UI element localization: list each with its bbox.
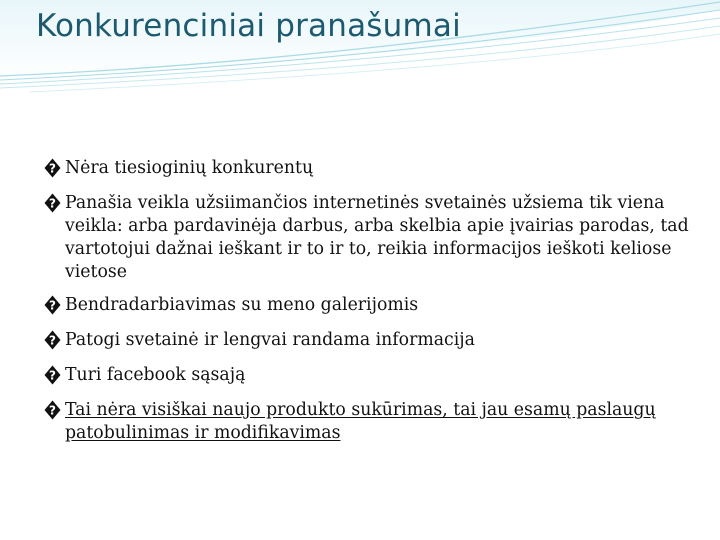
bullet-item: [44, 192, 704, 284]
missing-glyph-icon: [44, 365, 61, 385]
missing-glyph-icon: [44, 295, 61, 315]
bullet-list: [44, 157, 704, 457]
svg-text:?: ?: [49, 161, 56, 176]
bullet-text: Nėra tiesioginių konkurentų: [65, 158, 314, 178]
missing-glyph-icon: [44, 400, 61, 420]
missing-glyph-icon: [44, 330, 61, 350]
bullet-item: [44, 364, 704, 387]
bullet-item: [44, 329, 704, 352]
svg-text:?: ?: [49, 333, 56, 348]
bullet-text: Panašia veikla užsiimančios internetinės svetainės užsiema tik viena veikla: arba pardavinėja darbus, arba skelbia apie įvairias parodas, tad vartotojui dažnai ieškant ir to ir to, reikia informacijos ieškoti keliose vietose: [65, 193, 689, 282]
bullet-item: [44, 157, 704, 180]
svg-text:?: ?: [49, 298, 56, 313]
bullet-item: [44, 294, 704, 317]
bullet-text: Patogi svetainė ir lengvai randama informacija: [65, 330, 475, 350]
svg-text:?: ?: [49, 196, 56, 211]
svg-text:?: ?: [49, 403, 56, 418]
bullet-text: Bendradarbiavimas su meno galerijomis: [65, 295, 419, 315]
missing-glyph-icon: [44, 158, 61, 178]
missing-glyph-icon: [44, 193, 61, 213]
bullet-item: [44, 399, 704, 445]
svg-text:?: ?: [49, 368, 56, 383]
bullet-text: Tai nėra visiškai naujo produkto sukūrimas, tai jau esamų paslaugų patobulinimas ir modifikavimas: [65, 400, 656, 443]
slide-title: Konkurenciniai pranašumai: [36, 8, 461, 44]
bullet-text: Turi facebook sąsają: [65, 365, 246, 385]
